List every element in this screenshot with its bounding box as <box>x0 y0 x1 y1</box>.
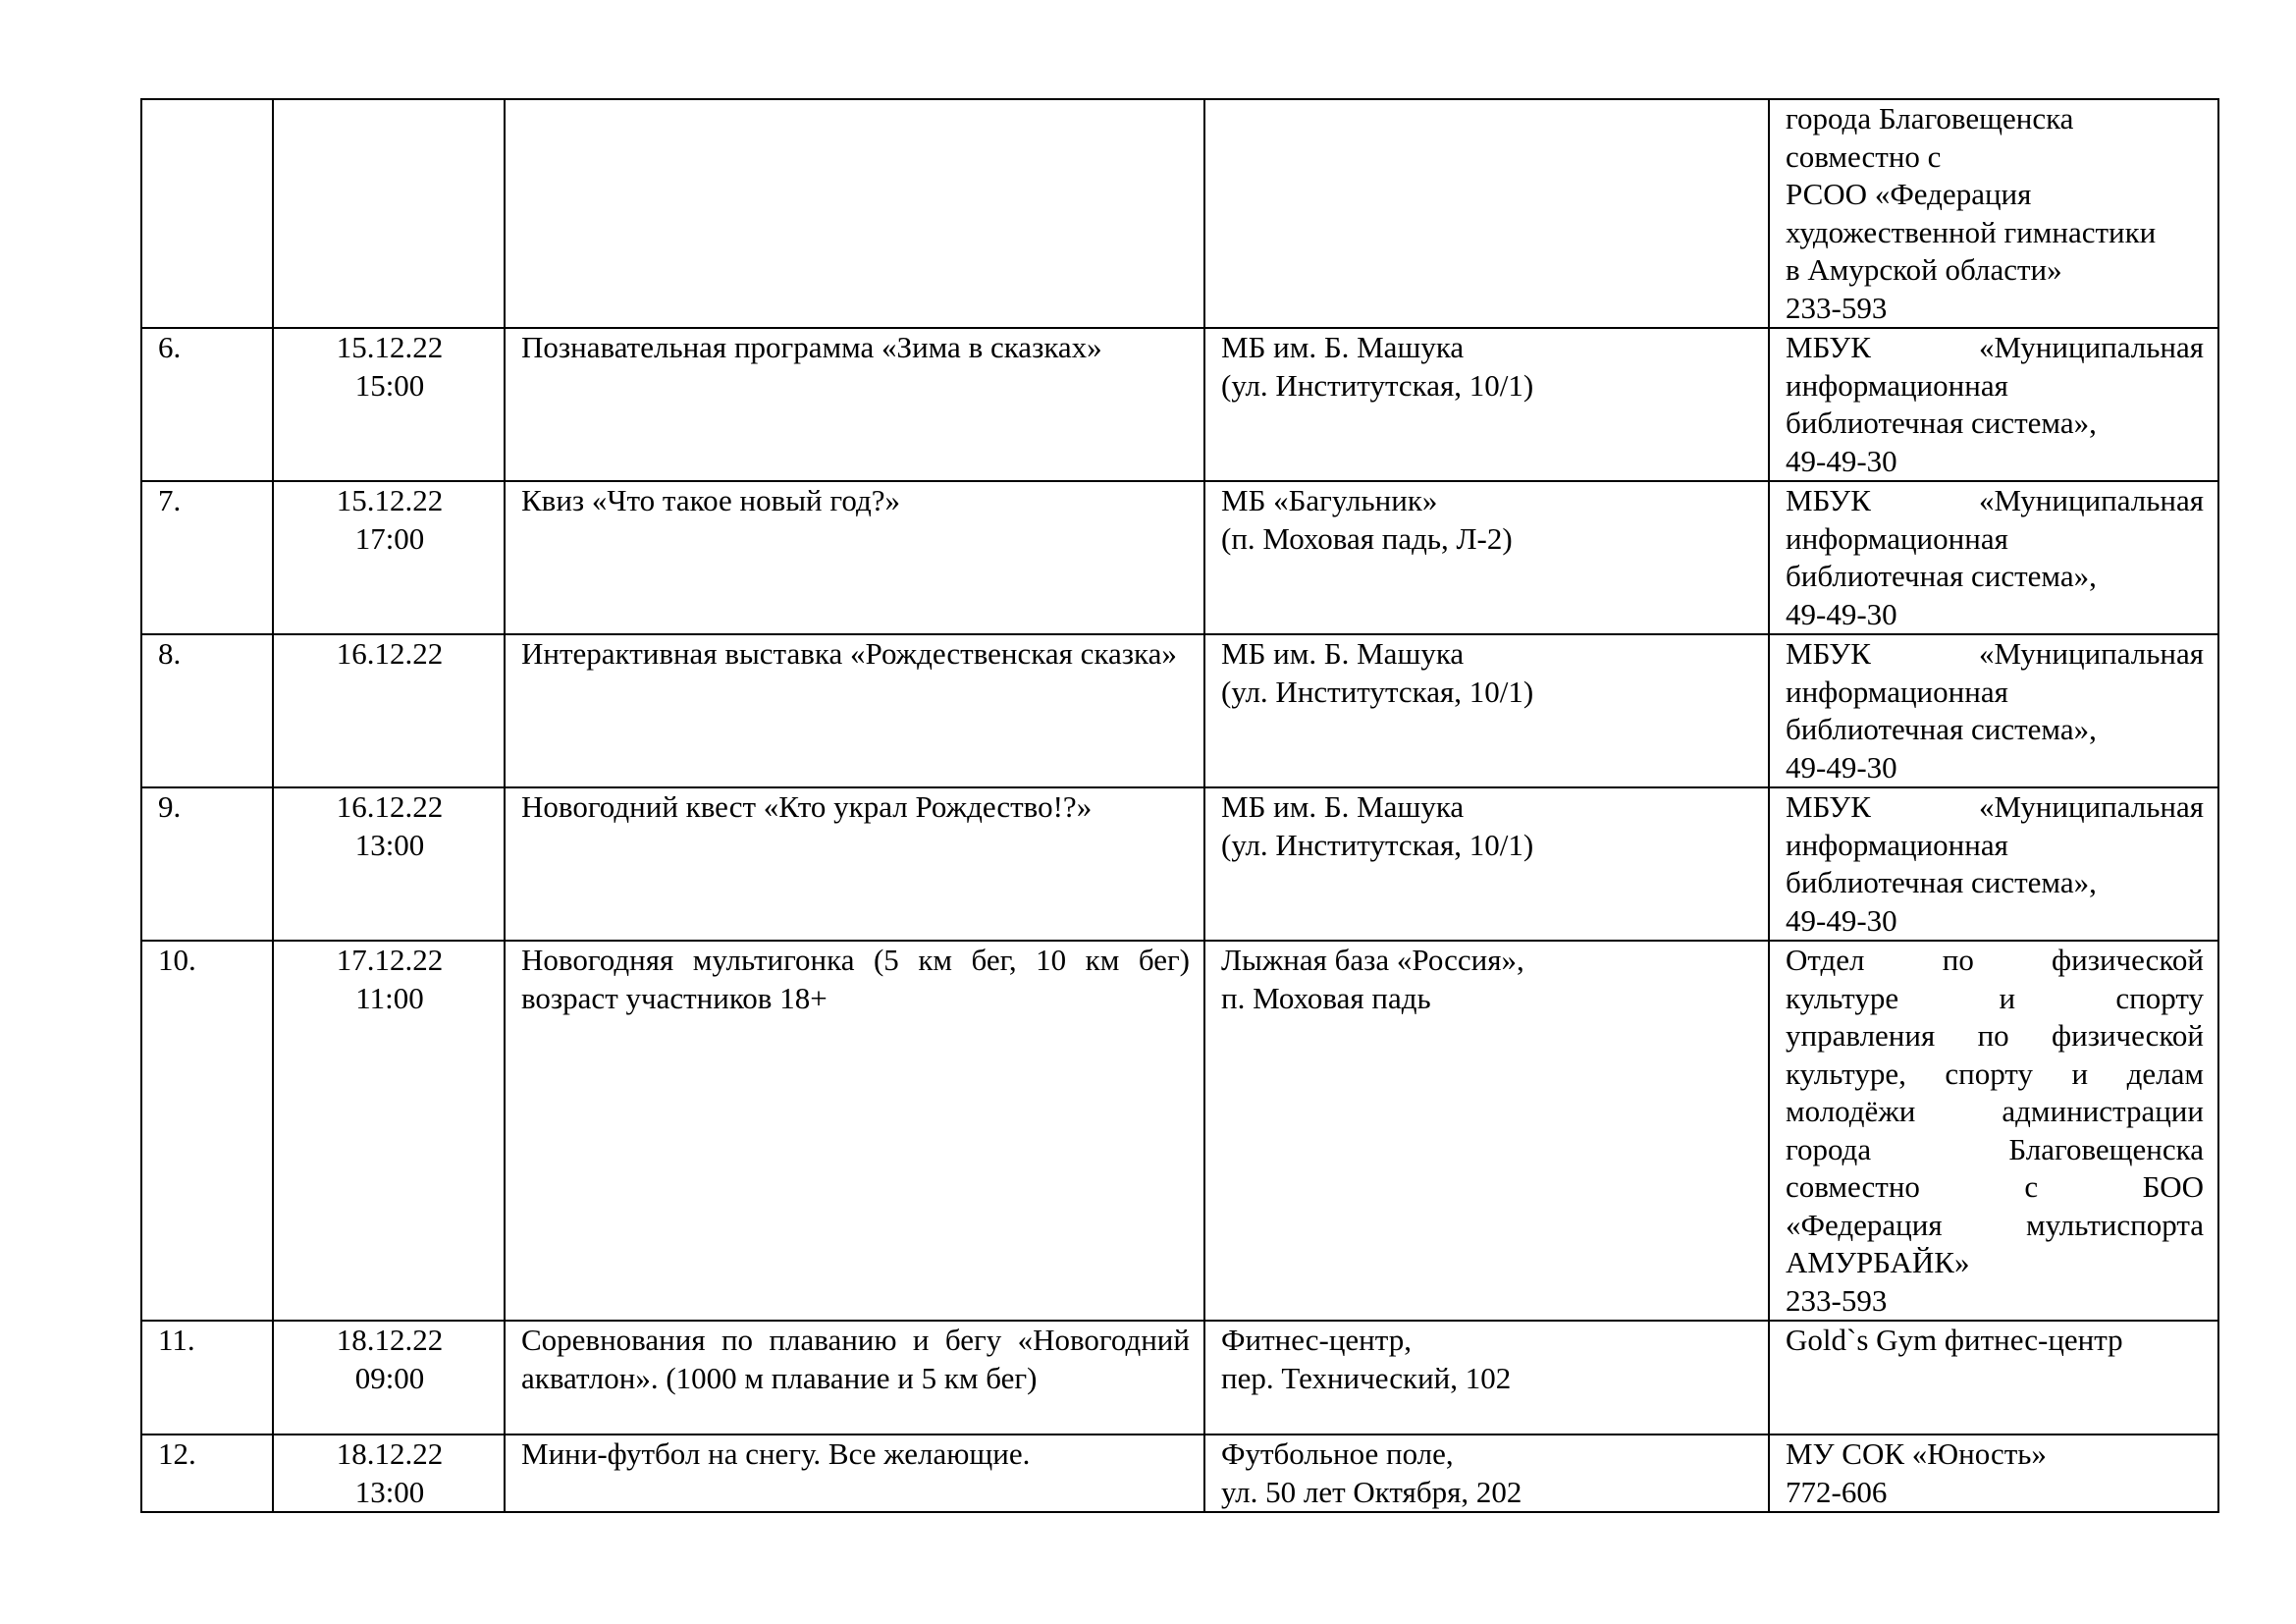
row-number: 8. <box>141 634 273 787</box>
organizer-line: библиотечная система», <box>1786 865 2097 899</box>
event-title: Новогодняя мультигонка (5 км бег, 10 км бег) возраст участников 18+ <box>521 943 1190 1015</box>
row-date <box>273 787 505 941</box>
row-number <box>141 99 273 328</box>
event-title: Интерактивная выставка «Рождественская сказка» <box>521 636 1177 671</box>
row-number: 6. <box>141 328 273 481</box>
organizer-line: совместно с <box>1786 138 1942 174</box>
organizer-line: 233-593 <box>1786 1282 1888 1318</box>
row-event <box>505 99 1204 328</box>
place-line: (ул. Институтская, 10/1) <box>1221 367 1534 403</box>
organizer-line: МБУК «Муниципальная <box>1786 330 2204 364</box>
row-time-value: 15:00 <box>354 367 425 403</box>
row-number: 10. <box>141 941 273 1321</box>
organizer-line: молодёжи администрации <box>1786 1094 2204 1128</box>
event-title: Соревнования по плаванию и бегу «Новогодний акватлон». (1000 м плавание и 5 км бег) <box>521 1323 1190 1395</box>
row-event <box>505 1321 1204 1435</box>
organizer-line: информационная <box>1786 827 2008 862</box>
organizer-line: 49-49-30 <box>1786 443 1897 478</box>
row-organizer <box>1769 787 2218 941</box>
organizer-line: библиотечная система», <box>1786 406 2097 440</box>
schedule-page <box>140 98 2217 1513</box>
row-date-value: 16.12.22 <box>336 789 444 824</box>
row-event <box>505 328 1204 481</box>
organizer-line: библиотечная система», <box>1786 712 2097 746</box>
place-line: п. Моховая падь <box>1221 980 1431 1015</box>
row-date-value: 18.12.22 <box>336 1436 444 1471</box>
organizer-line: РСОО «Федерация <box>1786 177 2032 211</box>
organizer-line: 49-49-30 <box>1786 749 1897 785</box>
row-organizer <box>1769 481 2218 634</box>
organizer-line: 49-49-30 <box>1786 596 1897 631</box>
row-number: 12. <box>141 1435 273 1512</box>
place-line: МБ им. Б. Машука <box>1221 789 1465 824</box>
place-line: (ул. Институтская, 10/1) <box>1221 674 1534 709</box>
organizer-line: «Федерация мультиспорта <box>1786 1207 2204 1242</box>
event-title: Мини-футбол на снегу. Все желающие. <box>521 1436 1031 1471</box>
place-line: МБ «Багульник» <box>1221 483 1438 517</box>
row-place <box>1204 1435 1769 1512</box>
row-place <box>1204 481 1769 634</box>
organizer-line: информационная <box>1786 367 2008 403</box>
row-place <box>1204 328 1769 481</box>
table-row <box>141 99 2218 328</box>
organizer-line: художественной гимнастики <box>1786 214 2157 249</box>
organizer-line: АМУРБАЙК» <box>1786 1245 1970 1279</box>
row-number: 11. <box>141 1321 273 1435</box>
row-date <box>273 481 505 634</box>
row-organizer <box>1769 941 2218 1321</box>
row-time-value: 11:00 <box>355 980 424 1015</box>
event-title: Новогодний квест «Кто украл Рождество!?» <box>521 789 1093 824</box>
row-organizer <box>1769 1435 2218 1512</box>
organizer-line: совместно с БОО <box>1786 1169 2204 1204</box>
table-row <box>141 941 2218 1321</box>
organizer-line: управления по физической <box>1786 1018 2204 1053</box>
row-event <box>505 1435 1204 1512</box>
row-date-value: 15.12.22 <box>336 330 444 364</box>
place-line: (п. Моховая падь, Л-2) <box>1221 520 1513 556</box>
row-time-value: 17:00 <box>354 520 425 556</box>
table-row <box>141 1435 2218 1512</box>
organizer-line: города Благовещенска <box>1786 101 2074 135</box>
place-line: Лыжная база «Россия», <box>1221 943 1524 977</box>
place-line: Футбольное поле, <box>1221 1436 1454 1471</box>
row-place <box>1204 787 1769 941</box>
row-date <box>273 328 505 481</box>
row-time-value: 09:00 <box>354 1360 425 1395</box>
row-organizer <box>1769 328 2218 481</box>
row-place <box>1204 1321 1769 1435</box>
event-title: Познавательная программа «Зима в сказках» <box>521 330 1102 364</box>
place-line: пер. Технический, 102 <box>1221 1360 1512 1395</box>
organizer-line: информационная <box>1786 674 2008 709</box>
table-row <box>141 481 2218 634</box>
organizer-line: МУ СОК «Юность» <box>1786 1436 2047 1471</box>
place-line: МБ им. Б. Машука <box>1221 330 1465 364</box>
organizer-line: МБУК «Муниципальная <box>1786 483 2204 517</box>
organizer-line: культуре, спорту и делам <box>1786 1056 2204 1091</box>
organizer-line: 49-49-30 <box>1786 902 1897 938</box>
organizer-line: информационная <box>1786 520 2008 556</box>
place-line: МБ им. Б. Машука <box>1221 636 1465 671</box>
table-row <box>141 328 2218 481</box>
place-line: ул. 50 лет Октября, 202 <box>1221 1474 1522 1509</box>
row-date <box>273 99 505 328</box>
place-line: (ул. Институтская, 10/1) <box>1221 827 1534 862</box>
events-table <box>140 98 2219 1513</box>
row-place <box>1204 941 1769 1321</box>
organizer-line: Gold`s Gym фитнес-центр <box>1786 1323 2123 1357</box>
organizer-line: МБУК «Муниципальная <box>1786 636 2204 671</box>
row-event <box>505 481 1204 634</box>
row-place <box>1204 99 1769 328</box>
table-row <box>141 1321 2218 1435</box>
row-event <box>505 634 1204 787</box>
row-date <box>273 941 505 1321</box>
row-event <box>505 787 1204 941</box>
row-organizer <box>1769 99 2218 328</box>
row-date-value: 15.12.22 <box>336 483 444 517</box>
organizer-line: Отдел по физической <box>1786 943 2204 977</box>
organizer-line: МБУК «Муниципальная <box>1786 789 2204 824</box>
organizer-line: города Благовещенска <box>1786 1131 2204 1166</box>
row-number: 7. <box>141 481 273 634</box>
table-row <box>141 634 2218 787</box>
row-date <box>273 1321 505 1435</box>
organizer-line: 233-593 <box>1786 290 1888 325</box>
row-time-value: 13:00 <box>354 827 425 862</box>
place-line: Фитнес-центр, <box>1221 1323 1412 1357</box>
row-organizer <box>1769 1321 2218 1435</box>
row-place <box>1204 634 1769 787</box>
row-date <box>273 634 505 787</box>
row-time-value: 13:00 <box>354 1474 425 1509</box>
row-date-value: 16.12.22 <box>336 636 444 671</box>
organizer-line: культуре и спорту <box>1786 980 2204 1015</box>
organizer-line: библиотечная система», <box>1786 559 2097 593</box>
organizer-line: в Амурской области» <box>1786 252 2062 287</box>
row-event <box>505 941 1204 1321</box>
row-date-value: 18.12.22 <box>336 1323 444 1357</box>
table-row <box>141 787 2218 941</box>
organizer-line: 772-606 <box>1786 1474 1888 1509</box>
row-date-value: 17.12.22 <box>336 943 444 977</box>
event-title: Квиз «Что такое новый год?» <box>521 483 900 517</box>
row-date <box>273 1435 505 1512</box>
row-number: 9. <box>141 787 273 941</box>
row-organizer <box>1769 634 2218 787</box>
